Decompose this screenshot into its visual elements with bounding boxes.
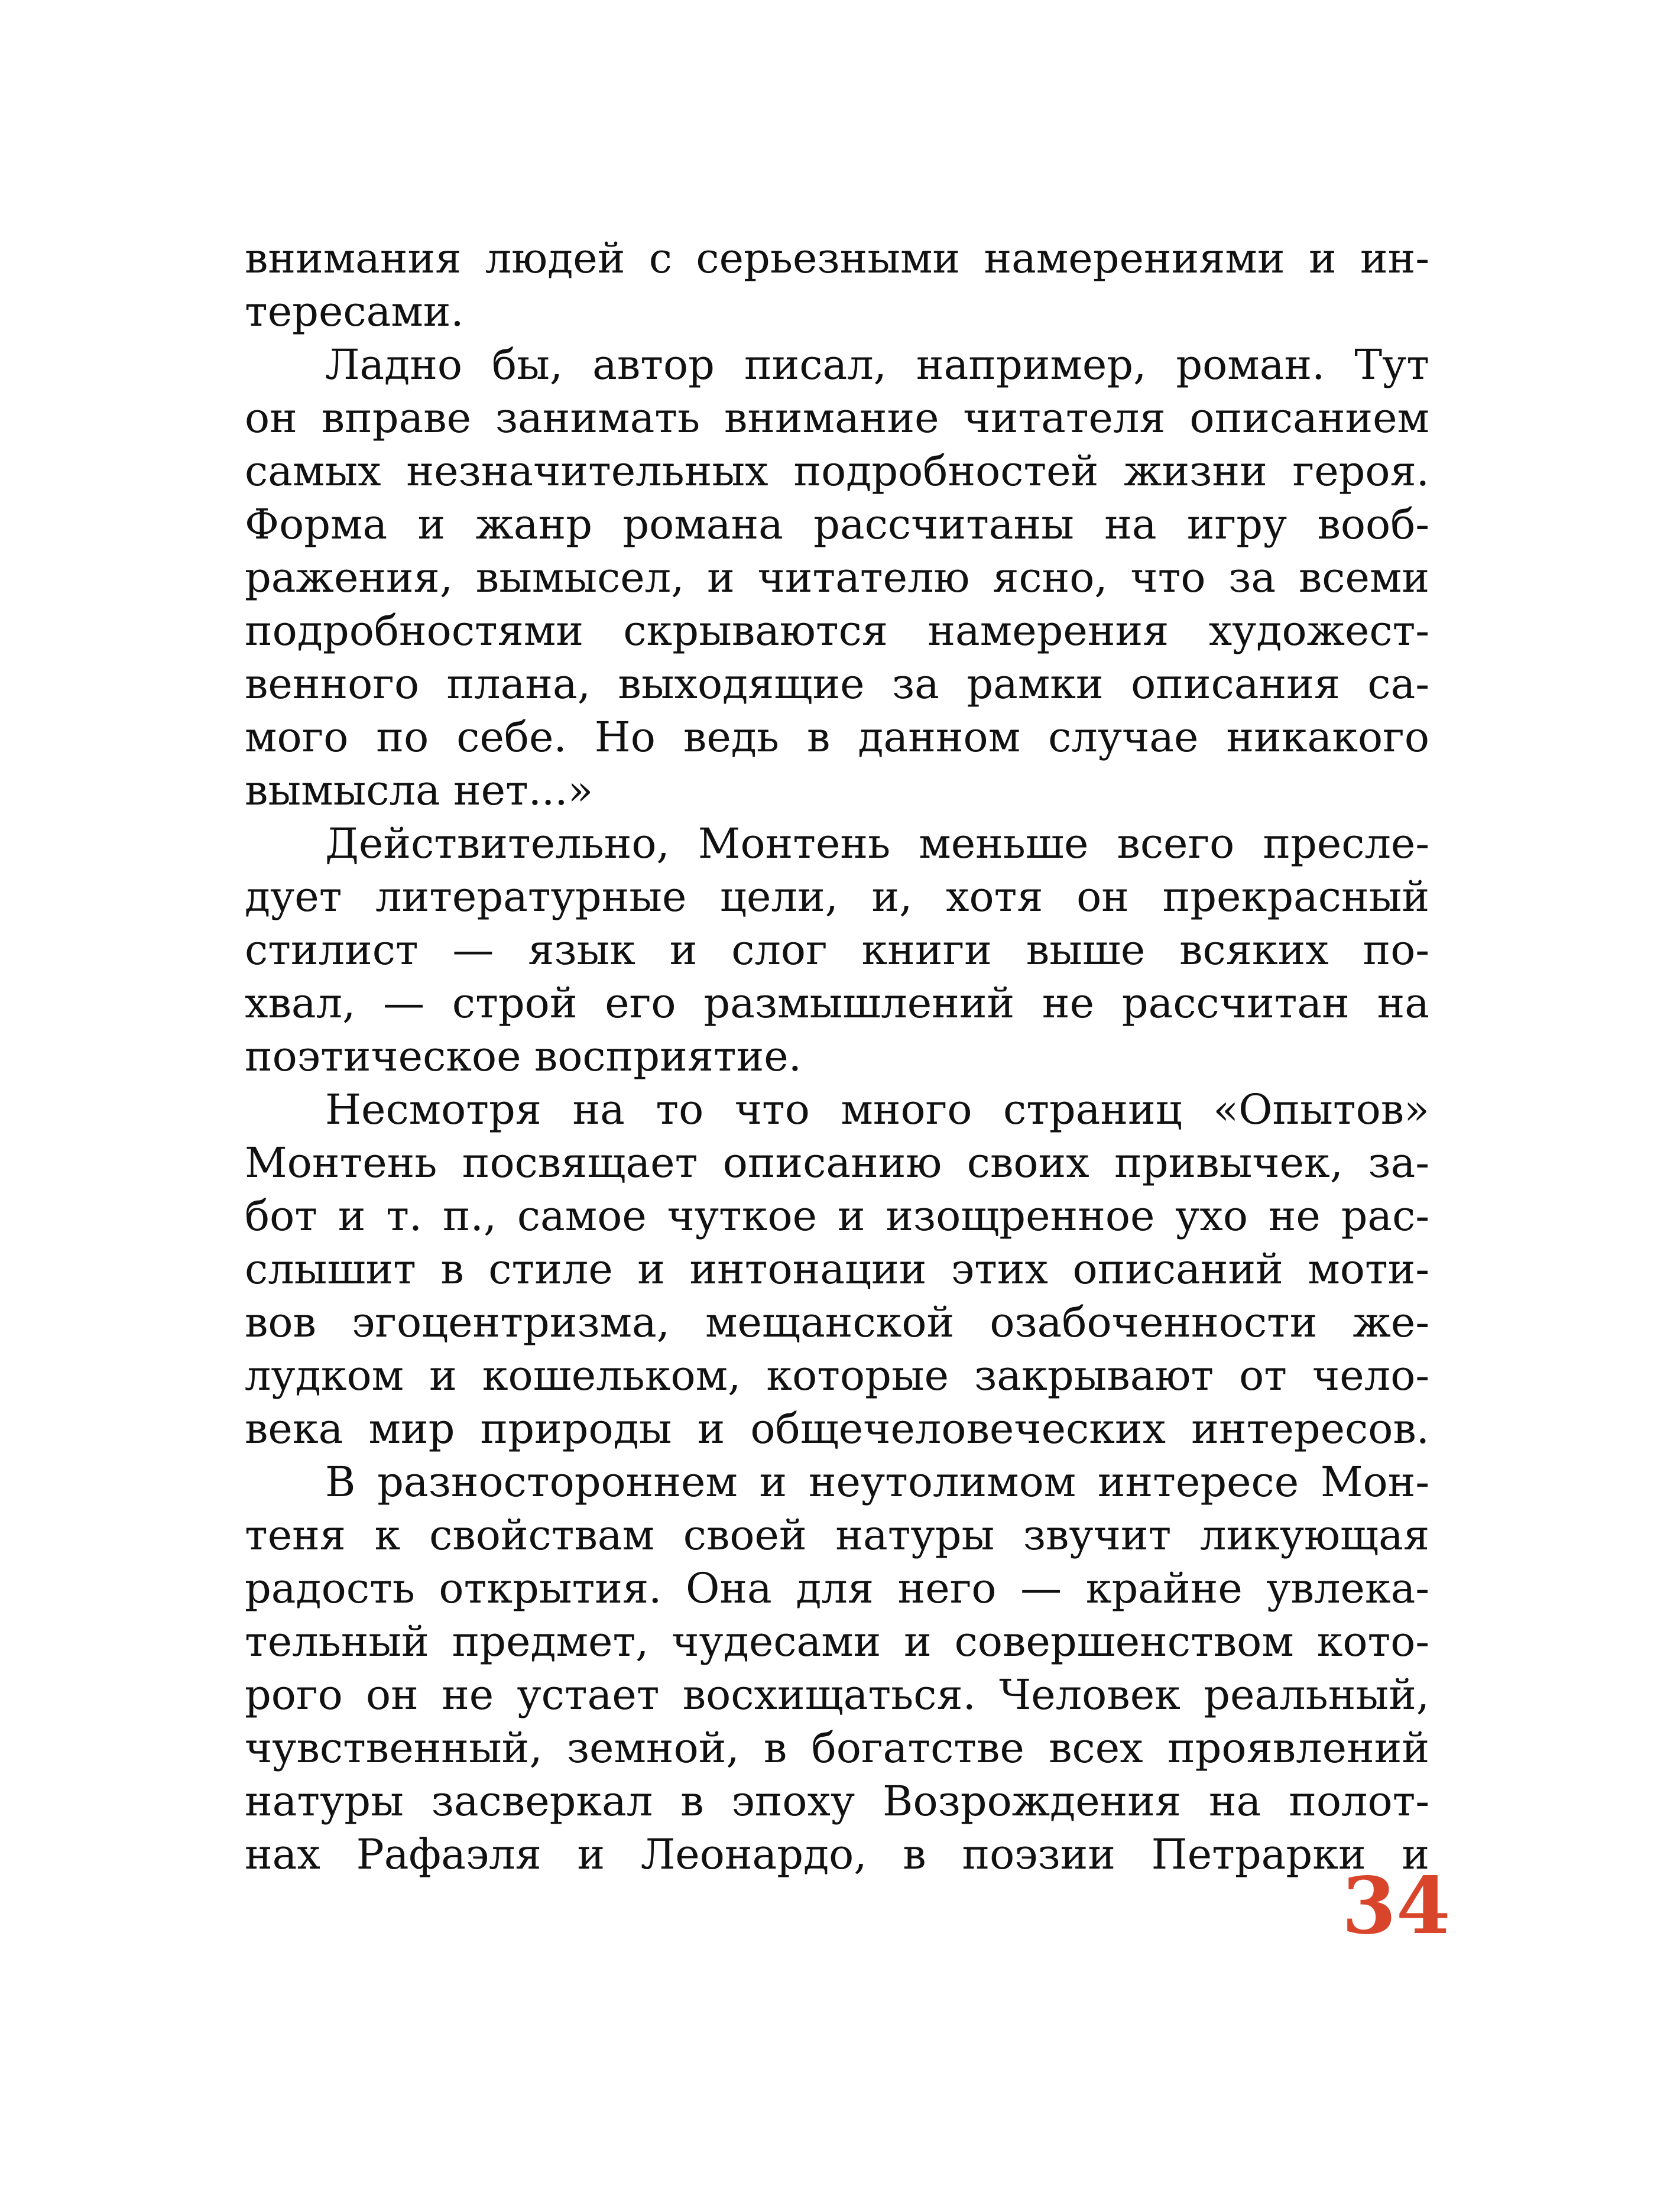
text-line: слышит в стиле и интонации этих описаний моти- <box>245 1245 1429 1293</box>
text-line: радость открытия. Она для него — крайне увлека- <box>245 1564 1429 1613</box>
text-line: бот и т. п., самое чуткое и изощренное ухо не рас- <box>245 1192 1429 1240</box>
text-line: рого он не устает восхищаться. Человек реальный, <box>245 1671 1429 1719</box>
text-line: тельный предмет, чудесами и совершенством кото- <box>245 1617 1429 1666</box>
text-line: лудком и кошельком, которые закрывают от чело- <box>245 1351 1429 1400</box>
text-line: самых незначительных подробностей жизни героя. <box>245 447 1429 495</box>
paragraph-first-line: В разностороннем и неутолимом интересе Мон- <box>325 1458 1429 1506</box>
paragraph-first-line: Ладно бы, автор писал, например, роман. Тут <box>325 340 1429 389</box>
text-line: нах Рафаэля и Леонардо, в поэзии Петрарки и <box>245 1830 1429 1879</box>
paragraph-first-line: Несмотря на то что много страниц «Опытов» <box>325 1085 1429 1134</box>
text-line: подробностями скрываются намерения художест- <box>245 607 1429 655</box>
text-line: Форма и жанр романа рассчитаны на игру вооб- <box>245 500 1429 549</box>
text-line: внимания людей с серьезными намерениями и ин- <box>245 234 1429 283</box>
text-line: дует литературные цели, и, хотя он прекрасный <box>245 873 1429 921</box>
body-text <box>245 232 1429 1881</box>
text-line: тересами. <box>245 287 464 336</box>
text-line: мого по себе. Но ведь в данном случае никакого <box>245 713 1429 761</box>
text-line: ражения, вымысел, и читателю ясно, что за всеми <box>245 553 1429 602</box>
text-line: вов эгоцентризма, мещанской озабоченности же- <box>245 1298 1429 1347</box>
text-line: венного плана, выходящие за рамки описания са- <box>245 660 1429 708</box>
text-line: поэтическое восприятие. <box>245 1032 802 1081</box>
text-line: чувственный, земной, в богатстве всех проявлений <box>245 1724 1429 1772</box>
text-line: вымысла нет...» <box>245 766 593 815</box>
text-line: натуры засверкал в эпоху Возрождения на полот- <box>245 1777 1429 1825</box>
text-line: стилист — язык и слог книги выше всяких по- <box>245 926 1429 974</box>
text-line: он вправе занимать внимание читателя описанием <box>245 394 1429 442</box>
text-line: хвал, — строй его размышлений не рассчитан на <box>245 979 1429 1027</box>
text-line: века мир природы и общечеловеческих интересов. <box>245 1405 1429 1453</box>
page-number: 34 <box>1342 1860 1451 1952</box>
paragraph-first-line: Действительно, Монтень меньше всего пресле- <box>325 819 1429 868</box>
text-line: теня к свойствам своей натуры звучит ликующая <box>245 1511 1429 1559</box>
text-line: Монтень посвящает описанию своих привычек, за- <box>245 1139 1429 1187</box>
